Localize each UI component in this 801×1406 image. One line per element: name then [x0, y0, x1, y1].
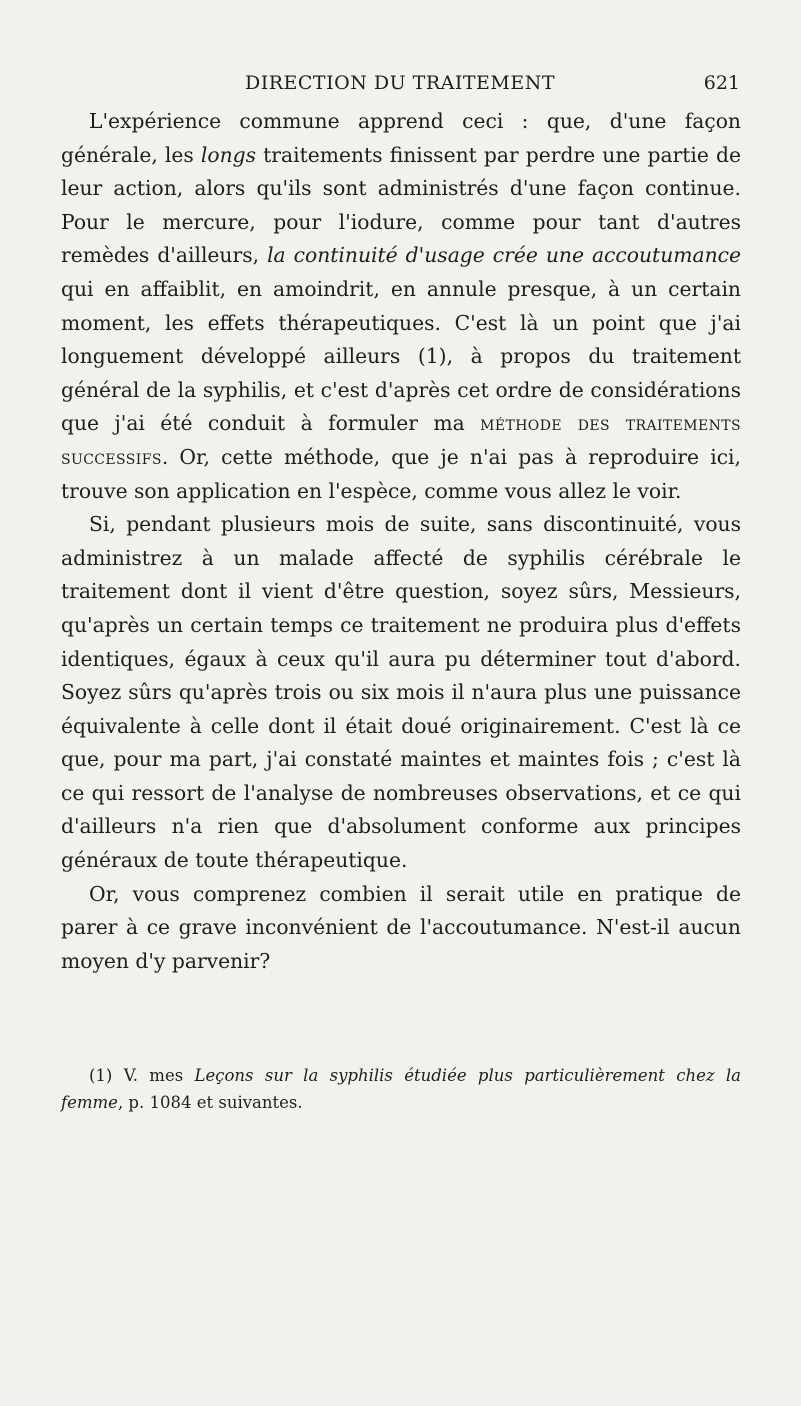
- page-number: 621: [703, 72, 740, 94]
- footnote-marker: (1) V. mes: [89, 1066, 195, 1085]
- paragraph-3: Or, vous comprenez combien il serait utile en pratique de parer à ce grave inconvénient de l'accoutumance. N'est-il aucun moyen d'y parvenir?: [61, 881, 741, 973]
- footnote-1: [61, 1062, 741, 1116]
- footnote-book-title: Leçons sur la syphilis étudiée plus particulièrement chez la femme: [61, 1066, 742, 1112]
- paragraph-1-text-e: qui en affaiblit, en amoindrit, en annule presque, à un certain moment, les effets thérapeutiques. C'est là un point que j'ai longuement développé ailleurs (1), à propos du traitement général de la syphilis, et c'est d'après cet ordre de considérations que j'ai été conduit à formuler ma: [61, 276, 741, 436]
- paragraph-1-text-c: traitements finissent par perdre une partie de leur action, alors qu'ils sont administrés d'une façon continue. Pour le mercure, pour l'iodure, comme pour tant d'autres remèdes d'ailleurs,: [61, 142, 741, 268]
- method-name-smallcaps: méthode des traitements successifs: [61, 411, 741, 469]
- paragraph-1: [61, 105, 741, 508]
- paragraph-2: Si, pendant plusieurs mois de suite, sans discontinuité, vous administrez à un malade affecté de syphilis cérébrale le traitement dont il vient d'être question, soyez sûrs, Messieurs, qu'après un certain temps ce traitement ne produira plus d'effets identiques, égaux à ceux qu'il aura pu déterminer tout d'abord. Soyez sûrs qu'après trois ou six mois il n'aura plus une puissance équivalente à celle dont il était doué originairement. C'est là ce que, pour ma part, j'ai constaté maintes et maintes fois ; c'est là ce qui ressort de l'analyse de nombreuses observations, et ce qui d'ailleurs n'a rien que d'absolument conforme aux principes généraux de toute thérapeutique.: [61, 512, 741, 873]
- footnote: [61, 1062, 741, 1116]
- body-text: [61, 105, 741, 978]
- running-title: DIRECTION DU TRAITEMENT: [244, 72, 556, 94]
- emphasis-longs: longs: [200, 142, 257, 167]
- paragraph-1-text-a: L'expérience commune apprend ceci : que, d'une façon générale, les: [61, 109, 741, 167]
- running-head: [60, 70, 740, 96]
- emphasis-accoutumance: la continuité d'usage crée une accoutumance: [267, 243, 742, 268]
- footnote-rest: , p. 1084 et suivantes.: [117, 1093, 303, 1112]
- paragraph-1-text-g: . Or, cette méthode, que je n'ai pas à reproduire ici, trouve son application en l'espèce, comme vous allez le voir.: [61, 444, 741, 503]
